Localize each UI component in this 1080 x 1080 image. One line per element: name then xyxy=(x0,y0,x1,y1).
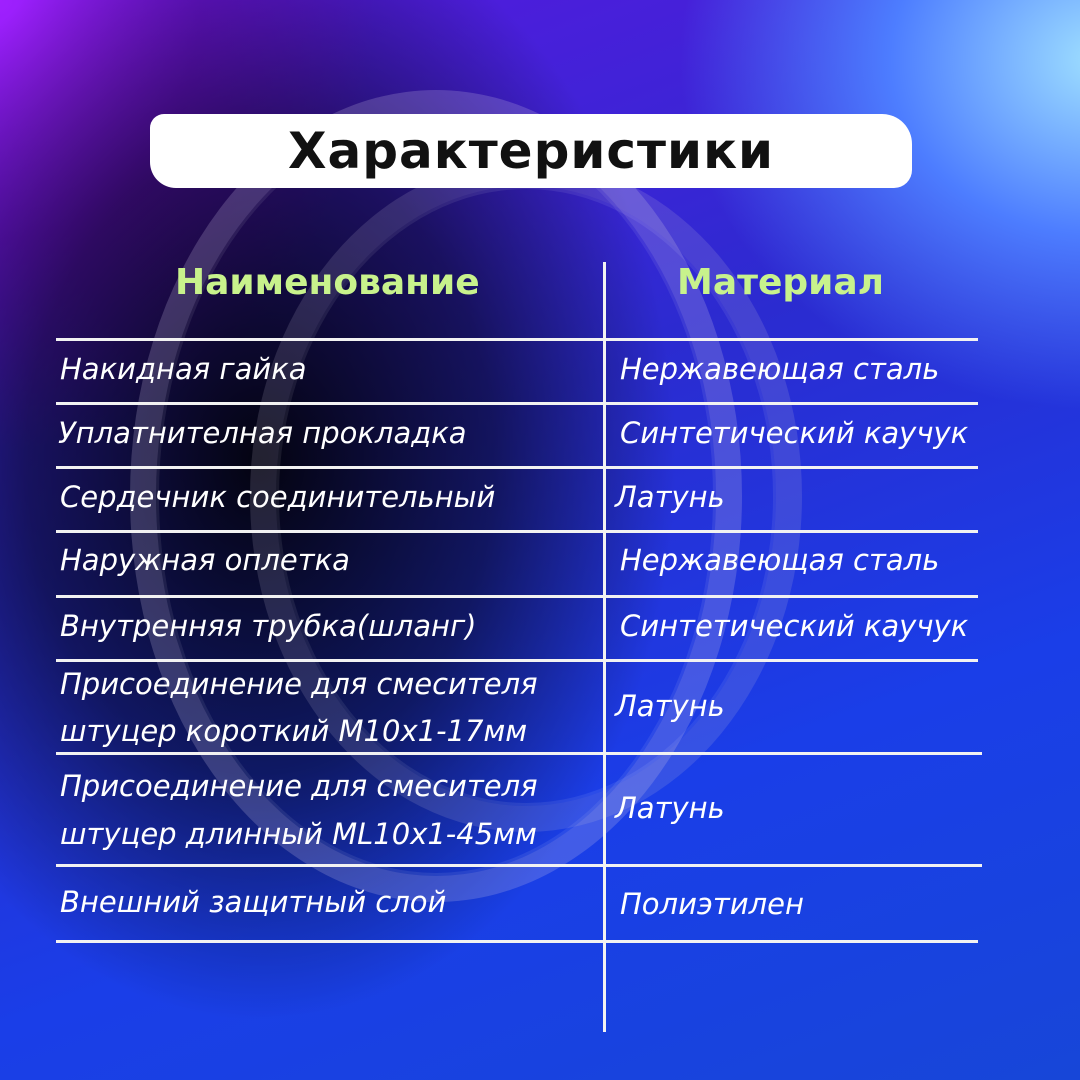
table-cell-name: Наружная оплетка xyxy=(60,543,350,577)
table-cell-material: Синтетический каучук xyxy=(620,416,969,450)
table-cell-material: Латунь xyxy=(615,791,725,825)
table-cell-name: Уплатнителная прокладка xyxy=(58,416,467,450)
page-title: Характеристики xyxy=(287,122,775,180)
table-cell-name: Внешний защитный слой xyxy=(60,885,447,919)
table-cell-material: Латунь xyxy=(615,480,725,514)
table-cell-name: Внутренняя трубка(шланг) xyxy=(60,609,477,643)
table-cell-material: Полиэтилен xyxy=(620,887,804,921)
table-cell-name: Присоединение для смесителя xyxy=(60,769,538,803)
table-cell-material: Нержавеющая сталь xyxy=(620,352,940,386)
title-banner xyxy=(150,114,912,188)
table-cell-name: Присоединение для смесителя xyxy=(60,667,538,701)
row-divider xyxy=(56,659,978,662)
column-header-name: Наименование xyxy=(175,262,480,303)
column-header-material: Материал xyxy=(677,262,885,303)
row-divider xyxy=(56,338,978,341)
row-divider xyxy=(56,402,978,405)
table-cell-name: штуцер короткий М10х1-17мм xyxy=(60,714,528,748)
row-divider xyxy=(56,466,978,469)
table-cell-name: Сердечник соединительный xyxy=(60,480,496,514)
table-cell-name: штуцер длинный ML10х1-45мм xyxy=(60,817,537,851)
row-divider xyxy=(56,530,978,533)
table-cell-material: Латунь xyxy=(615,689,725,723)
row-divider xyxy=(56,940,978,943)
row-divider xyxy=(56,595,978,598)
table-cell-material: Синтетический каучук xyxy=(620,609,969,643)
table-cell-material: Нержавеющая сталь xyxy=(620,543,940,577)
row-divider xyxy=(56,864,982,867)
table-cell-name: Накидная гайка xyxy=(60,352,307,386)
column-divider xyxy=(603,262,606,1032)
